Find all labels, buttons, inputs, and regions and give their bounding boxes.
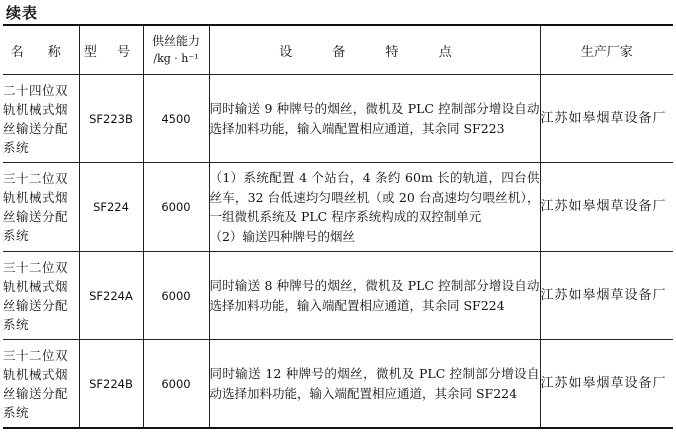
table-row xyxy=(3,252,673,340)
header-name: 名 称 xyxy=(3,25,79,75)
equipment-spec-table xyxy=(3,24,673,429)
header-capacity-label: 供丝能力 xyxy=(151,34,200,48)
cell-model: SF224B xyxy=(79,340,143,429)
feature-item-1: （1）系统配置 4 个站台，4 条约 60m 长的轨道，四台供丝车，32 台低速均匀喂丝机（或 20 台高速均匀喂丝机），一组微机系统及 PLC 程序系统构成的双控制单元 xyxy=(209,170,540,224)
table-row xyxy=(3,340,673,429)
cell-model: SF224A xyxy=(79,252,143,340)
cell-maker: 江苏如皋烟草设备厂 xyxy=(540,163,673,252)
table-row xyxy=(3,75,673,163)
cell-name: 二十四位双 轨机械式烟 丝输送分配 系统 xyxy=(3,75,79,163)
cell-name: 三十二位双 轨机械式烟 丝输送分配 系统 xyxy=(3,340,79,429)
cell-features: 同时输送 12 种牌号的烟丝，微机及 PLC 控制部分增设自动选择加料功能，输入端配置相应通道，其余同 SF224 xyxy=(209,340,540,429)
cell-model: SF223B xyxy=(79,75,143,163)
cell-name: 三十二位双 轨机械式烟 丝输送分配 系统 xyxy=(3,252,79,340)
cell-capacity: 4500 xyxy=(143,75,209,163)
cell-model: SF224 xyxy=(79,163,143,252)
cell-features: 同时输送 9 种牌号的烟丝，微机及 PLC 控制部分增设自动选择加料功能，输入端配置相应通道，其余同 SF223 xyxy=(209,75,540,163)
cell-capacity: 6000 xyxy=(143,340,209,429)
cell-maker: 江苏如皋烟草设备厂 xyxy=(540,340,673,429)
header-maker: 生产厂家 xyxy=(540,25,673,75)
cell-features xyxy=(209,163,540,252)
header-row xyxy=(3,25,673,75)
table-caption: 续表 xyxy=(6,4,39,22)
header-features: 设 备 特 点 xyxy=(209,25,540,75)
header-capacity-unit: /kg · h⁻¹ xyxy=(153,52,199,65)
cell-capacity: 6000 xyxy=(143,252,209,340)
table-row xyxy=(3,163,673,252)
feature-item-2: （2）输送四种牌号的烟丝 xyxy=(209,228,355,244)
header-capacity xyxy=(143,25,209,75)
cell-capacity: 6000 xyxy=(143,163,209,252)
header-model: 型 号 xyxy=(79,25,143,75)
cell-maker: 江苏如皋烟草设备厂 xyxy=(540,252,673,340)
cell-features: 同时输送 8 种牌号的烟丝，微机及 PLC 控制部分增设自动选择加料功能，输入端配置相应通道，其余同 SF224 xyxy=(209,252,540,340)
cell-maker: 江苏如皋烟草设备厂 xyxy=(540,75,673,163)
cell-name: 三十二位双 轨机械式烟 丝输送分配 系统 xyxy=(3,163,79,252)
